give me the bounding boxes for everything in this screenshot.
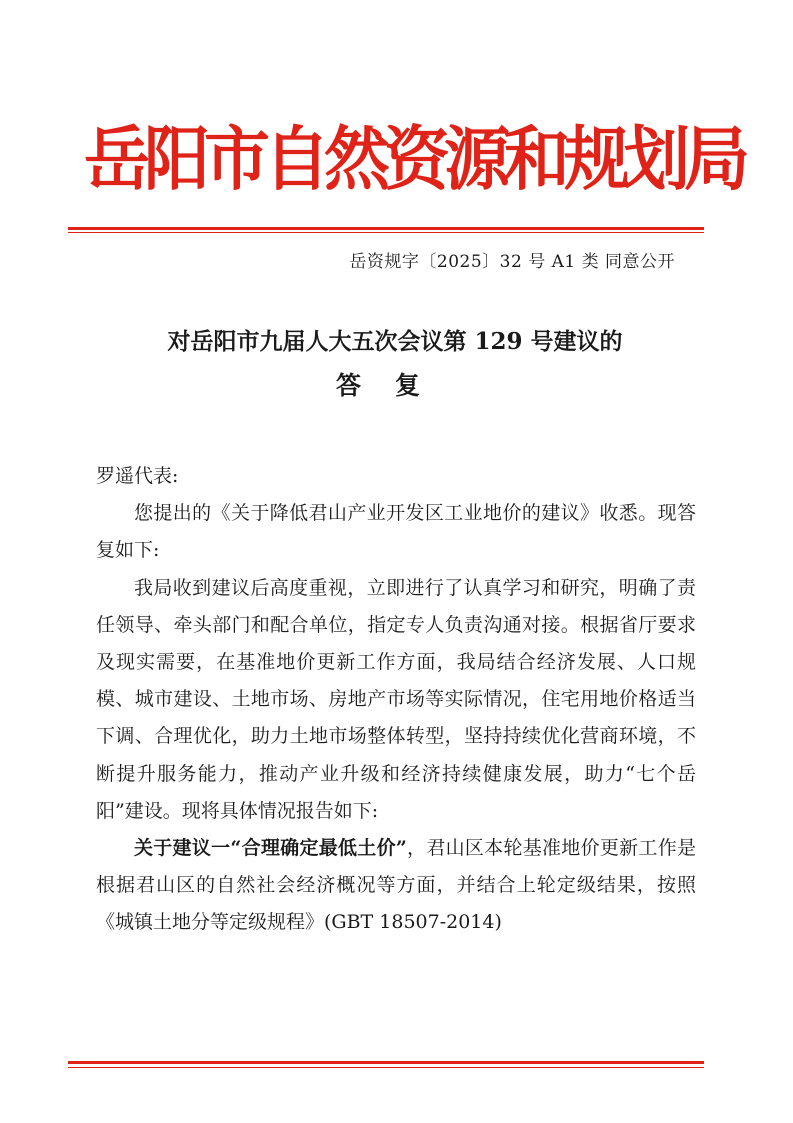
paragraph-3 xyxy=(96,830,696,942)
letterhead-rule-thin xyxy=(68,232,704,233)
document-number: 岳资规字〔2025〕32 号 A1 类 同意公开 xyxy=(349,252,675,272)
org-letterhead-title: 岳阳市自然资源和规划局 xyxy=(84,119,744,200)
document-title-line1: 对岳阳市九届人大五次会议第 129 号建议的 xyxy=(167,328,623,355)
paragraph-1: 您提出的《关于降低君山产业开发区工业地价的建议》收悉。现答复如下: xyxy=(96,502,696,562)
footer-rule-thin xyxy=(68,1067,704,1068)
footer-rule-thick xyxy=(68,1061,704,1064)
document-title-line2: 答复 xyxy=(335,371,454,400)
paragraph-2: 我局收到建议后高度重视，立即进行了认真学习和研究，明确了责任领导、牵头部门和配合单位，指定专人负责沟通对接。根据省厅要求及现实需要，在基准地价更新工作方面，我局结合经济发展、人口规模、城市建设、土地市场、房地产市场等实际情况，住宅用地价格适当下调、合理优化，助力土地市场整体转型，坚持持续优化营商环境，不断提升服务能力，推动产业升级和经济持续健康发展，助力“七个岳阳”建设。现将具体情况报告如下: xyxy=(96,576,696,822)
paragraph-3-text: ，君山区本轮基准地价更新工作是根据君山区的自然社会经济概况等方面，并结合上轮定级结果，按照《城镇土地分等定级规程》(GBT 18507-2014) xyxy=(96,837,696,934)
document-body xyxy=(96,458,696,942)
paragraph-3-heading: 关于建议一“合理确定最低土价” xyxy=(134,837,407,860)
salutation: 罗遥代表: xyxy=(96,465,179,487)
letterhead-rule-thick xyxy=(68,227,704,230)
